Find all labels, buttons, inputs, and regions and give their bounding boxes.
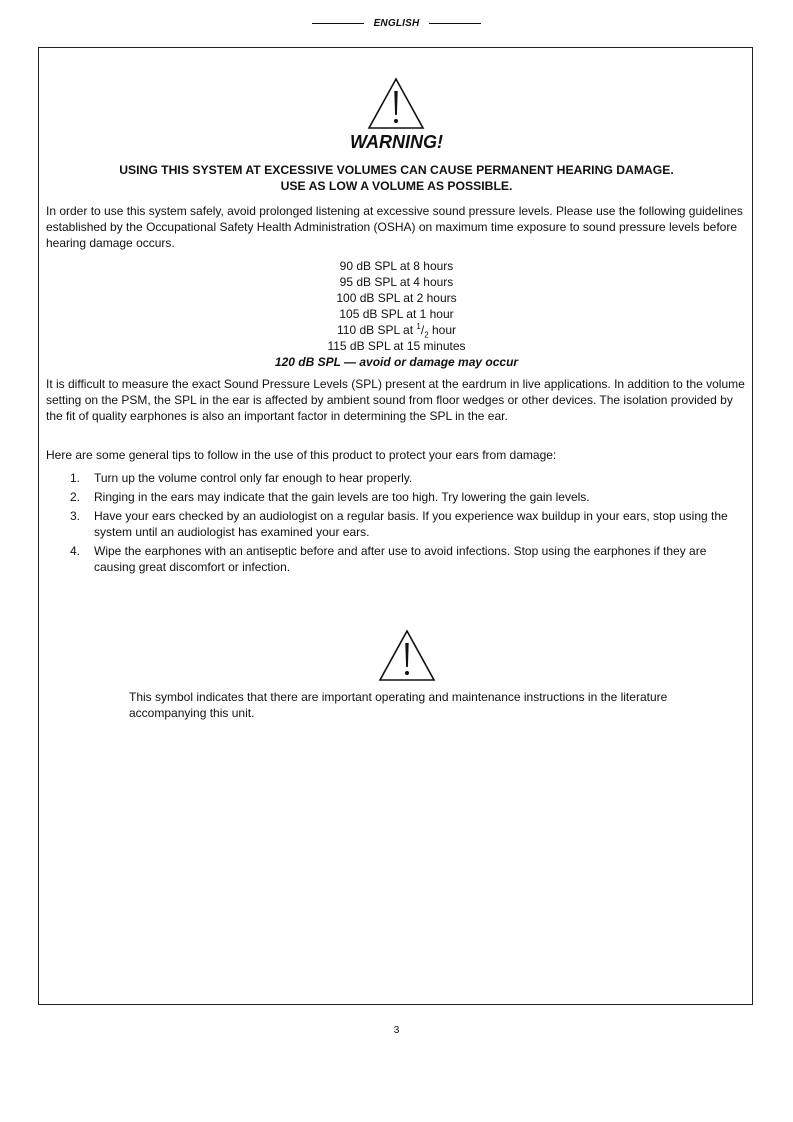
exposure-levels-list (0, 258, 793, 370)
exposure-level: 100 dB SPL at 2 hours (336, 291, 457, 305)
tip-number: 2. (70, 490, 81, 504)
tip-text: Have your ears checked by an audiologist on a regular basis. If you experience wax buildup in your ears, stop using the system until an audiologist has examined your ears. (94, 509, 728, 539)
half-hour-suffix: hour (428, 323, 456, 337)
header-rule-right (429, 23, 481, 24)
list-item (70, 470, 730, 486)
tip-text: Turn up the volume control only far enough to hear properly. (94, 471, 413, 485)
exposure-level: 95 dB SPL at 4 hours (339, 275, 454, 289)
page-number: 3 (393, 1025, 400, 1036)
tip-number: 4. (70, 544, 81, 558)
tips-intro: Here are some general tips to follow in the use of this product to protect your ears from damage: (46, 448, 557, 462)
danger-level: 120 dB SPL — avoid or damage may occur (274, 355, 519, 369)
caution-triangle-icon (377, 629, 437, 683)
warning-line-1: USING THIS SYSTEM AT EXCESSIVE VOLUMES CAN CAUSE PERMANENT HEARING DAMAGE. (119, 163, 674, 177)
spl-paragraph: It is difficult to measure the exact Sound Pressure Levels (SPL) present at the eardrum in live applications. In addition to the volume setting on the PSM, the SPL in the ear is affected by ambient sound from floor wedges or other devices. The isolation provided by the fit of quality earphones is also an important factor in determining the SPL in the ear. (46, 377, 745, 423)
header-rule-left (312, 23, 364, 24)
tip-number: 1. (70, 471, 81, 485)
symbol-note: This symbol indicates that there are important operating and maintenance instructions in the literature accompanying this unit. (129, 690, 668, 720)
language-label: ENGLISH (373, 17, 420, 29)
tip-text: Wipe the earphones with an antiseptic before and after use to avoid infections. Stop using the earphones if they are causing great discomfort or infection. (94, 544, 707, 574)
exposure-level: 115 dB SPL at 15 minutes (327, 339, 466, 353)
page-header (0, 15, 793, 31)
list-item (70, 508, 730, 540)
tip-text: Ringing in the ears may indicate that the gain levels are too high. Try lowering the gain levels. (94, 490, 590, 504)
warning-triangle-icon (366, 77, 426, 131)
list-item (70, 489, 730, 505)
half-hour-prefix: 110 dB SPL at (337, 323, 417, 337)
exposure-level-half-hour: 110 dB SPL at $^1/_2$ hour (337, 322, 456, 340)
list-item (70, 543, 730, 575)
fraction-denominator: 2 (424, 330, 429, 340)
warning-line-2: USE AS LOW A VOLUME AS POSSIBLE. (280, 179, 513, 193)
exposure-level: 90 dB SPL at 8 hours (339, 259, 454, 273)
tip-number: 3. (70, 509, 81, 523)
exposure-level: 105 dB SPL at 1 hour (339, 307, 454, 321)
tips-list (70, 470, 730, 578)
warning-statement (0, 162, 793, 194)
fraction-numerator: 1 (416, 322, 421, 331)
warning-title: WARNING! (350, 132, 443, 152)
intro-paragraph: In order to use this system safely, avoid prolonged listening at excessive sound pressure levels. Please use the following guidelines established by the Occupational Safety Health Administration (OSHA) on maximum time exposure to sound pressure levels before hearing damage occurs. (46, 204, 743, 250)
